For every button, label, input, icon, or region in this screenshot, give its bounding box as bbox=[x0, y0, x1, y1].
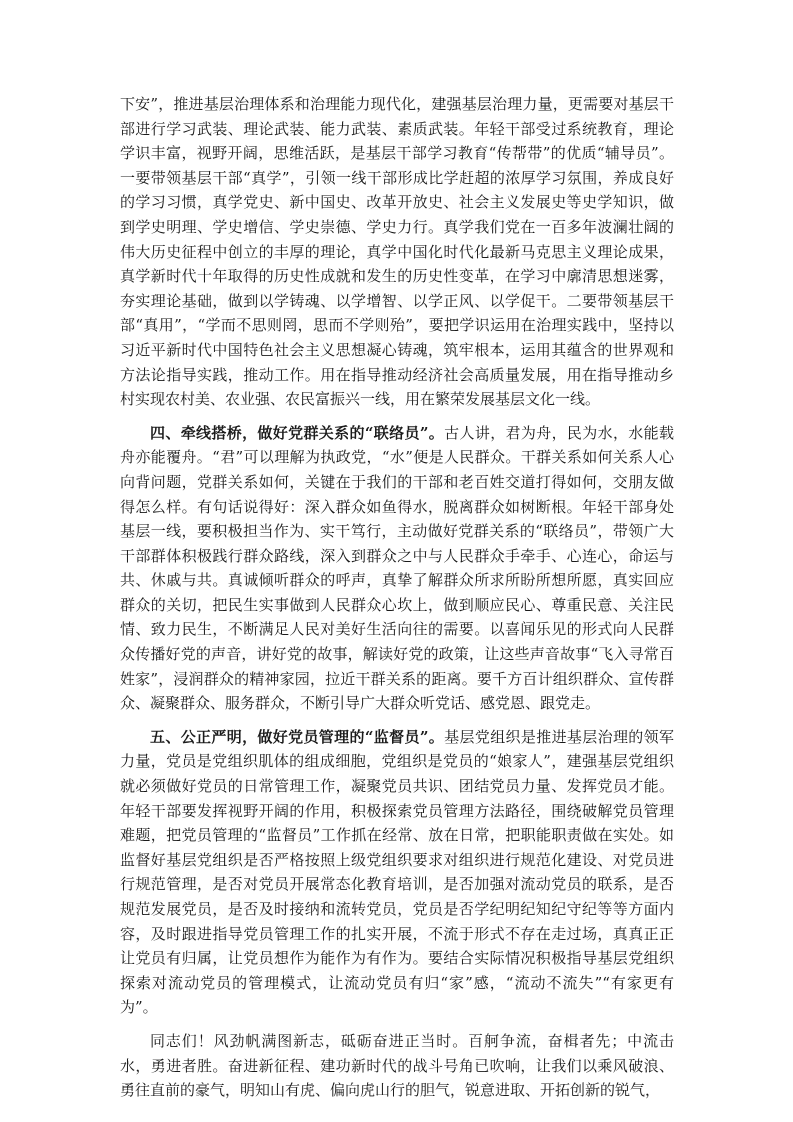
paragraph-continued: 下安”，推进基层治理体系和治理能力现代化，建强基层治理力量，更需要对基层干部进行学习武装、理论武装、能力武装、素质武装。年轻干部受过系统教育，理论学识丰富，视野开阔，思维活跃，是基层干部学习教育“传帮带”的优质“辅导员”。一要带领基层干部“真学”，引领一线干部形成比学赶超的浓厚学习氛围，养成良好的学习习惯，真学党史、新中国史、改革开放史、社会主义发展史等史学知识，做到学史明理、学史增信、学史崇德、学史力行。真学我们党在一百多年波澜壮阔的伟大历史征程中创立的丰厚的理论，真学中国化时代化最新马克思主义理论成果，真学新时代十年取得的历史性成就和发生的历史性变革，在学习中廓清思想迷雾，夯实理论基础，做到以学铸魂、以学增智、以学正风、以学促干。二要带领基层干部“真用”，“学而不思则罔，思而不学则殆”，要把学识运用在治理实践中，坚持以习近平新时代中国特色社会主义思想凝心铸魂，筑牢根本，运用其蕴含的世界观和方法论指导实践，推动工作。用在指导推动经济社会高质量发展，用在指导推动乡村实现农村美、农业强、农民富振兴一线，用在繁荣发展基层文化一线。 bbox=[120, 95, 674, 409]
document-page bbox=[120, 92, 674, 1112]
closing-paragraph: 同志们！风劲帆满图新志，砥砺奋进正当时。百舸争流，奋楫者先；中流击水，勇进者胜。奋进新征程、建功新时代的战斗号角已吹响，让我们以乘风破浪、勇往直前的豪气，明知山有虎、偏向虎山行的胆气，锐意进取、开拓创新的锐气， bbox=[120, 1031, 674, 1100]
section-5-body: 基层党组织是推进基层治理的领军力量，党员是党组织肌体的组成细胞，党组织是党员的“娘家人”，建强基层党组织就必须做好党员的日常管理工作，凝聚党员共识、团结党员力量、发挥党员才能。年轻干部要发挥视野开阔的作用，积极探索党员管理方法路径，围绕破解党员管理难题，把党员管理的“监督员”工作抓在经常、放在日常，把职能职责做在实处。如监督好基层党组织是否严格按照上级党组织要求对组织进行规范化建设、对党员进行规范管理，是否对党员开展常态化教育培训，是否加强对流动党员的联系，是否规范发展党员，是否及时接纳和流转党员，党员是否学纪明纪知纪守纪等等方面内容，及时跟进指导党员管理工作的扎实开展，不流于形式不存在走过场，真真正正让党员有归属，让党员想作为能作为有作为。要结合实际情况积极指导基层党组织探索对流动党员的管理模式，让流动党员有归“家”感，“流动不流失”“有家更有为”。 bbox=[120, 727, 674, 1017]
section-4-paragraph bbox=[120, 421, 674, 716]
section-4-body: 古人讲，君为舟，民为水，水能载舟亦能覆舟。“君”可以理解为执政党，“水”便是人民群众。干群关系如何关系人心向背问题，党群关系如何，关键在于我们的干部和老百姓交道打得如何，交朋友做得怎么样。有句话说得好：深入群众如鱼得水，脱离群众如树断根。年轻干部身处基层一线，要积极担当作为、实干笃行，主动做好党群关系的“联络员”，带领广大干部群体积极践行群众路线，深入到群众之中与人民群众手牵手、心连心，命运与共、休戚与共。真诚倾听群众的呼声，真挚了解群众所求所盼所想所愿，真实回应群众的关切，把民生实事做到人民群众心坎上，做到顺应民心、尊重民意、关注民情、致力民生，不断满足人民对美好生活向往的需要。以喜闻乐见的形式向人民群众传播好党的声音，讲好党的故事，解读好党的政策，让这些声音故事“飞入寻常百姓家”，浸润群众的精神家园，拉近干群关系的距离。要千方百计组织群众、宣传群众、凝聚群众、服务群众，不断引导广大群众听党话、感党恩、跟党走。 bbox=[120, 423, 674, 713]
section-5-heading: 五、公正严明，做好党员管理的“监督员”。 bbox=[150, 727, 445, 746]
section-4-heading: 四、牵线搭桥，做好党群关系的“联络员”。 bbox=[150, 423, 445, 442]
section-5-paragraph bbox=[120, 725, 674, 1020]
